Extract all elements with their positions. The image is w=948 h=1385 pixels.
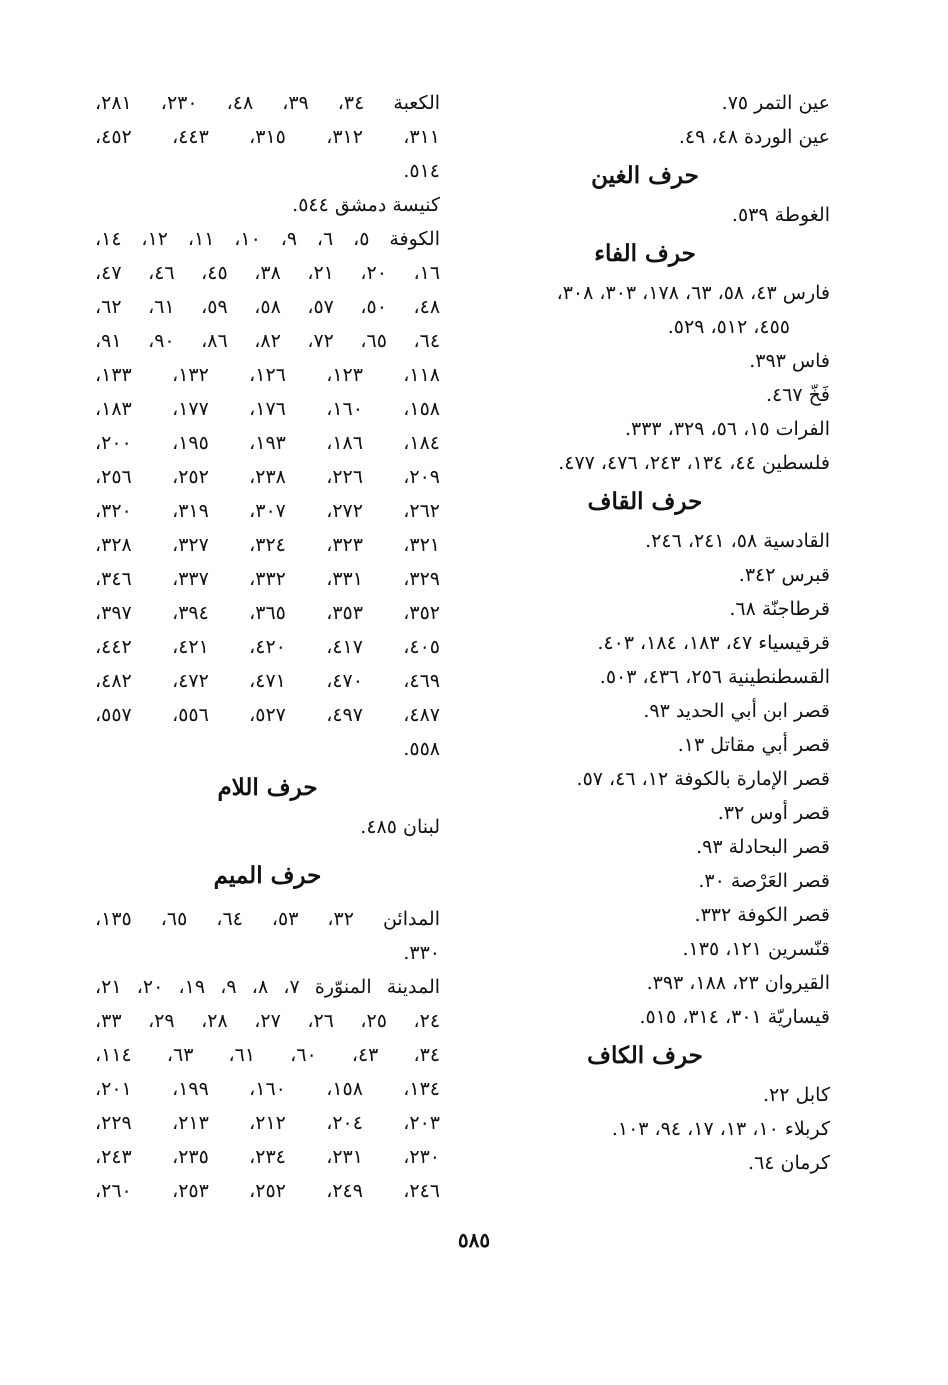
index-entry: ٢٤٦، ٢٤٩، ٢٥٢، ٢٥٣، ٢٦٠،	[95, 1180, 441, 1202]
index-entry: قصر أبي مقاتل ١٣.	[677, 734, 830, 756]
index-entry: ١١٨، ١٢٣، ١٢٦، ١٣٢، ١٣٣،	[95, 364, 441, 386]
index-entry: فاس ٣٩٣.	[749, 350, 830, 372]
index-entry: لبنان ٤٨٥.	[360, 816, 440, 838]
index-entry: المدائن ٣٢، ٥٣، ٦٤، ٦٥، ١٣٥،	[95, 908, 440, 930]
index-entry: ٣٤، ٤٣، ٦٠، ٦١، ٦٣، ١١٤،	[95, 1044, 441, 1066]
index-entry: قصر الإمارة بالكوفة ١٢، ٤٦، ٥٧.	[576, 768, 830, 790]
index-entry: الكعبة ٣٤، ٣٩، ٤٨، ٢٣٠، ٢٨١،	[95, 92, 441, 114]
section-heading: حرف الفاء	[594, 240, 696, 267]
left-column	[95, 86, 440, 1208]
index-entry: كنيسة دمشق ٥٤٤.	[292, 194, 440, 216]
index-entry: ٢٤، ٢٥، ٢٦، ٢٧، ٢٨، ٢٩، ٣٣،	[95, 1010, 441, 1032]
index-entry: قبرس ٣٤٢.	[738, 564, 830, 586]
index-entry: ٤٦٩، ٤٧٠، ٤٧١، ٤٧٢، ٤٨٢،	[95, 670, 441, 692]
index-entry: القادسية ٥٨، ٢٤١، ٢٤٦.	[645, 530, 830, 552]
index-entry: ٢٠٩، ٢٢٦، ٢٣٨، ٢٥٢، ٢٥٦،	[95, 466, 441, 488]
index-entry: قصر الكوفة ٣٣٢.	[694, 904, 830, 926]
index-entry: ٥٥٨.	[403, 738, 440, 760]
right-column	[460, 86, 830, 1180]
index-entry: ٣٢٩، ٣٣١، ٣٣٢، ٣٣٧، ٣٤٦،	[95, 568, 441, 590]
index-entry: فارس ٤٣، ٥٨، ٦٣، ١٧٨، ٣٠٣، ٣٠٨،	[556, 282, 830, 304]
index-entry: كربلاء ١٠، ١٣، ١٧، ٩٤، ١٠٣.	[611, 1118, 830, 1140]
index-entry: عين الوردة ٤٨، ٤٩.	[678, 126, 830, 148]
index-entry: ٢٦٢، ٢٧٢، ٣٠٧، ٣١٩، ٣٢٠،	[95, 500, 441, 522]
index-entry: الكوفة ٥، ٦، ٩، ١٠، ١١، ١٢، ١٤،	[95, 228, 440, 250]
index-entry: قيساريّة ٣٠١، ٣١٤، ٥١٥.	[639, 1006, 830, 1028]
index-entry: الفرات ١٥، ٥٦، ٣٢٩، ٣٣٣.	[624, 418, 830, 440]
index-entry: ١٣٤، ١٥٨، ١٦٠، ١٩٩، ٢٠١،	[95, 1078, 441, 1100]
index-entry: ١٨٤، ١٨٦، ١٩٣، ١٩٥، ٢٠٠،	[95, 432, 441, 454]
index-entry: ٤٨، ٥٠، ٥٧، ٥٨، ٥٩، ٦١، ٦٢،	[95, 296, 441, 318]
page-number: ٥٨٥	[457, 1228, 491, 1252]
index-entry: قصر البحادلة ٩٣.	[696, 836, 830, 858]
index-entry: ١٦، ٢٠، ٢١، ٣٨، ٤٥، ٤٦، ٤٧،	[95, 262, 441, 284]
section-heading: حرف الميم	[213, 862, 322, 889]
index-entry: ٣١١، ٣١٢، ٣١٥، ٤٤٣، ٤٥٢،	[95, 126, 441, 148]
index-entry: ٤٠٥، ٤١٧، ٤٢٠، ٤٢١، ٤٤٢،	[95, 636, 441, 658]
section-heading: حرف اللام	[217, 774, 318, 801]
index-entry: ٤٨٧، ٤٩٧، ٥٢٧، ٥٥٦، ٥٥٧،	[95, 704, 441, 726]
index-entry: قصر ابن أبي الحديد ٩٣.	[643, 700, 830, 722]
index-entry: قنّسرين ١٢١، ١٣٥.	[682, 938, 830, 960]
index-entry: ٥١٤.	[403, 160, 440, 182]
index-entry: الغوطة ٥٣٩.	[731, 204, 830, 226]
index-entry: كابل ٢٢.	[762, 1084, 830, 1106]
index-entry: ٤٥٥، ٥١٢، ٥٢٩.	[667, 316, 790, 338]
index-entry: قصر العَرْصة ٣٠.	[698, 870, 830, 892]
index-entry: القيروان ٢٣، ١٨٨، ٣٩٣.	[646, 972, 830, 994]
index-entry: كرمان ٦٤.	[748, 1152, 830, 1174]
index-entry: ٣٥٢، ٣٥٣، ٣٦٥، ٣٩٤، ٣٩٧،	[95, 602, 441, 624]
section-heading: حرف القاف	[587, 488, 703, 515]
index-entry: فلسطين ٤٤، ١٣٤، ٢٤٣، ٤٧٦، ٤٧٧.	[558, 452, 830, 474]
index-entry: ٢٠٣، ٢٠٤، ٢١٢، ٢١٣، ٢٢٩،	[95, 1112, 441, 1134]
index-entry: المدينة المنوّرة ٧، ٨، ٩، ١٩، ٢٠، ٢١،	[95, 976, 441, 998]
index-entry: ٦٤، ٦٥، ٧٢، ٨٢، ٨٦، ٩٠، ٩١،	[95, 330, 441, 352]
section-heading: حرف الغين	[591, 162, 699, 189]
index-entry: قرقيسياء ٤٧، ١٨٣، ١٨٤، ٤٠٣.	[597, 632, 830, 654]
index-entry: ٣٢١، ٣٢٣، ٣٢٤، ٣٢٧، ٣٢٨،	[95, 534, 441, 556]
index-entry: عين التمر ٧٥.	[721, 92, 830, 114]
index-entry: القسطنطينية ٢٥٦، ٤٣٦، ٥٠٣.	[599, 666, 830, 688]
index-entry: ٣٣٠.	[403, 942, 440, 964]
index-entry: قصر أوس ٣٢.	[717, 802, 830, 824]
section-heading: حرف الكاف	[587, 1042, 703, 1069]
index-entry: قرطاجنّة ٦٨.	[729, 598, 830, 620]
index-entry: ٢٣٠، ٢٣١، ٢٣٤، ٢٣٥، ٢٤٣،	[95, 1146, 441, 1168]
index-entry: فَخّ ٤٦٧.	[765, 384, 830, 406]
index-entry: ١٥٨، ١٦٠، ١٧٦، ١٧٧، ١٨٣،	[95, 398, 441, 420]
